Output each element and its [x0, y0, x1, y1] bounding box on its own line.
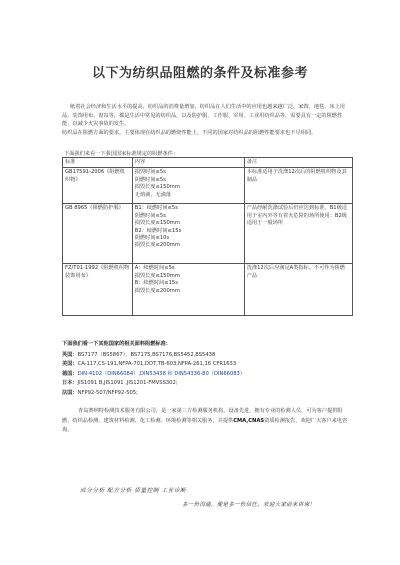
standard-line-fr	[62, 389, 352, 399]
standards-table	[62, 157, 353, 316]
other-standards-lead: 下面我们看一下其他国家的相关面料阻燃标准：	[62, 341, 171, 347]
table-row	[63, 264, 353, 316]
country-label: 美国：	[62, 361, 78, 368]
company-promo	[62, 407, 348, 436]
country-label: 德国：	[62, 370, 78, 377]
cell-content	[132, 264, 244, 316]
country-label: 法国：	[62, 389, 78, 396]
document-title: 以下为纺织品阻燃的条件及标准参考	[91, 66, 308, 81]
header-content: 内容	[132, 158, 244, 168]
promo-tail: 资质检测报告，欢迎广大客户来电咨询。	[62, 417, 348, 434]
table-header-row	[63, 158, 353, 168]
promo-highlight: CMA,CNAS	[233, 417, 265, 424]
table-caption: 下面我们来看一下我国国家标准规定的阻燃条件：	[64, 151, 179, 157]
table-row	[63, 204, 353, 264]
cell-standard: GB17591-2006《阻燃机织物》	[63, 168, 133, 204]
content-line: 损毁长度≤200mm	[134, 287, 180, 294]
table-row	[63, 168, 353, 204]
cell-content	[132, 168, 244, 204]
content-line: 损毁长度≤150mm	[134, 272, 180, 279]
header-standard: 标准	[63, 158, 133, 168]
standard-codes: NFP92-507/NFP92-505;	[77, 389, 138, 396]
content-line: 损毁长度≤200mm	[134, 242, 180, 249]
standard-codes: JIS1091 B,JIS1091 ,JIS1201-FMVSS302;	[77, 380, 178, 387]
promo-paragraph	[62, 407, 348, 436]
cell-standard: FZ/T01-1992《阻燃机织物装饰用布》	[63, 264, 133, 316]
content-line: 损毁时间≤5s	[134, 169, 166, 176]
cell-note: 产品经耐洗涤试验后仍应达到标准。B1级适用于室内外等有着火危险的场所使用；B2级适用于一般场所	[244, 204, 352, 264]
content-line: B：续燃时间≤15s	[134, 280, 178, 287]
content-line: 无熔滴、无滴落	[134, 191, 172, 198]
country-label: 英国：	[62, 351, 78, 358]
content-line: 损毁长度≤150mm	[134, 220, 180, 227]
content-line: B1：续燃时间≤5s	[134, 205, 178, 212]
standard-codes: DIN-4102（DIN66084）,DIN53438 和 DIN54336-80（DIN66083）	[77, 370, 246, 377]
cell-note: 洗涤12次后应满足A类指标，不可作为阻燃产品	[244, 264, 352, 316]
services-line: 成分分析 配方分析 质量控制 工业诊断	[80, 488, 187, 494]
header-note: 备注	[244, 158, 352, 168]
promo-text: 青岛赛纳特检测技术服务有限公司，是一家第三方检测服务机构，设备先进，拥有专业的检测人员，可为客户提供阻燃、纺织品检测、建筑材料检测、化工检测、环境检测等相关服务，并提供	[62, 408, 343, 424]
country-label: 日本：	[62, 380, 78, 387]
standard-codes: CA-117,CS-191,NFPA-701,DOT,TB-603,NFPA-261,16 CFR1633	[77, 361, 237, 368]
cell-standard: GB 8965《阻燃防护服》	[63, 204, 133, 264]
cell-content	[132, 204, 244, 264]
standard-line-jp	[62, 379, 352, 389]
other-standards-section	[62, 340, 352, 399]
intro-paragraph-1: 纸着社会经济和生活水平的提高，纺织品的消费量增加，纺织品在人们生活中的应用也越来越广泛，家饰、地毯、床上用品、装饰用布、窗帘等，都是生活中常见的纺织品，以及防护服、工作服、军用、工业用纺织品等，需要具有一定的阻燃性能，以减少火灾事故的发生。	[62, 104, 345, 128]
standard-codes: BS7177（BS5867），BS7175,BS7176,BS5452,BS5438	[77, 351, 216, 358]
content-line: 阴燃时间≤5s	[134, 212, 166, 219]
content-line: A：续燃时间≤5s	[134, 265, 175, 272]
intro-paragraph-2: 纺织品在阻燃方面的要求，主要体现在纺织品的燃烧性能上，不同的国家对纺织品的阻燃性能要求也不尽相同。	[62, 129, 317, 136]
content-line: 阴燃时间≤10s	[134, 235, 170, 242]
standard-line-us	[62, 360, 352, 370]
standard-line-de	[62, 370, 352, 380]
content-line: B2：续燃时间≤15s	[134, 227, 182, 234]
content-line: 损毁长度≤150mm	[134, 184, 180, 191]
cell-note: 本标准适用于洗涤12次后的阻燃机织物及其制品	[244, 168, 352, 204]
content-line: 阴燃时间≤5s	[134, 176, 166, 183]
slogan-line: 多一份沟通，便是多一份信任。欢迎大家前来咨询！	[182, 502, 316, 508]
standard-line-uk	[62, 351, 352, 361]
intro-section	[62, 103, 348, 137]
